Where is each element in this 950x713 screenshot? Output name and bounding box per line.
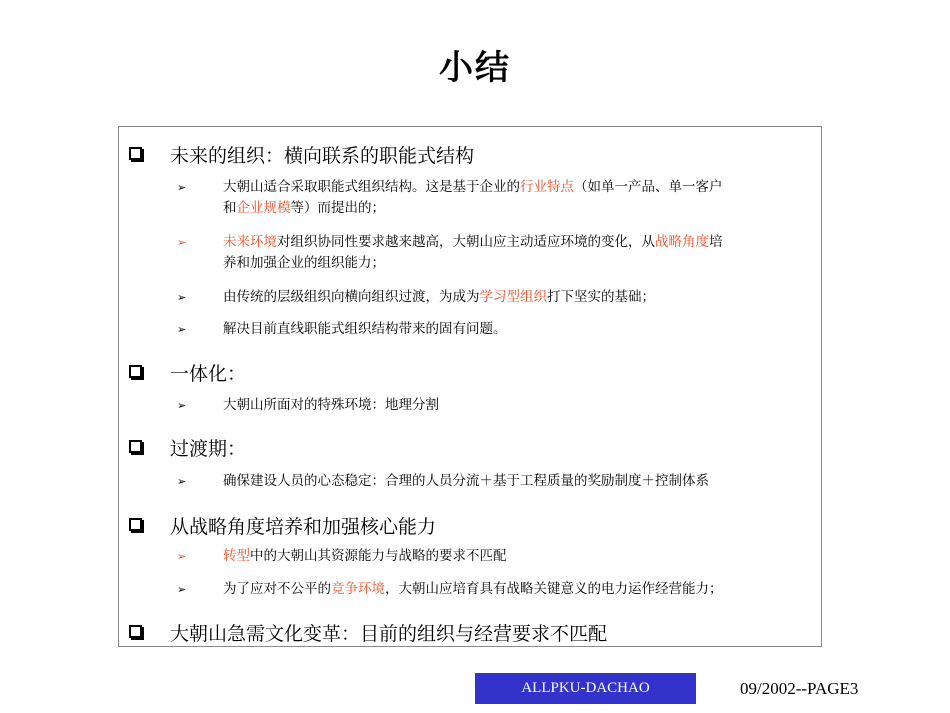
checkbox-icon <box>129 147 142 160</box>
section-heading: 大朝山急需文化变革：目前的组织与经营要求不匹配 <box>129 619 607 646</box>
checkbox-icon <box>129 440 142 453</box>
checkbox-icon <box>129 625 142 638</box>
list-item <box>177 395 813 416</box>
item-text: 转型中的大朝山其资源能力与战略的要求不匹配 <box>223 548 507 564</box>
item-text: 大朝山所面对的特殊环境：地理分割 <box>223 397 439 413</box>
item-text: 确保建设人员的心态稳定：合理的人员分流＋基于工程质量的奖励制度＋控制体系 <box>223 473 709 489</box>
list-item <box>177 546 813 567</box>
arrow-bullet-icon: ➢ <box>177 550 187 563</box>
item-text: 解决目前直线职能式组织结构带来的固有问题。 <box>223 321 507 337</box>
list-item <box>177 287 813 308</box>
item-text: 未来环境对组织协同性要求越来越高，大朝山应主动适应环境的变化，从战略角度培 养和加强企业的组织能力； <box>223 234 723 271</box>
arrow-bullet-icon: ➢ <box>177 323 187 336</box>
checkbox-icon <box>129 365 142 378</box>
list-item <box>177 471 813 492</box>
arrow-bullet-icon: ➢ <box>177 181 187 194</box>
list-item <box>177 319 813 340</box>
summary-box <box>118 126 822 647</box>
section-heading: 过渡期： <box>129 434 246 461</box>
item-text: 由传统的层级组织向横向组织过渡，为成为学习型组织打下坚实的基础； <box>223 289 655 305</box>
checkbox-icon <box>129 518 142 531</box>
item-text: 大朝山适合采取职能式组织结构。这是基于企业的行业特点（如单一产品、单一客户 和企业规模等）而提出的； <box>223 179 723 216</box>
arrow-bullet-icon: ➢ <box>177 399 187 412</box>
arrow-bullet-icon: ➢ <box>177 583 187 596</box>
page-number: 09/2002--PAGE3 <box>740 679 859 698</box>
arrow-bullet-icon: ➢ <box>177 291 187 304</box>
page-title: 小结 <box>439 48 511 88</box>
arrow-bullet-icon: ➢ <box>177 236 187 249</box>
section-heading: 未来的组织：横向联系的职能式结构 <box>129 141 474 168</box>
footer-brand: ALLPKU-DACHAO <box>475 673 696 704</box>
item-text: 为了应对不公平的竞争环境，大朝山应培育具有战略关键意义的电力运作经营能力； <box>223 581 723 597</box>
list-item <box>177 177 813 219</box>
list-item <box>177 232 813 274</box>
list-item <box>177 579 813 600</box>
section-heading: 从战略角度培养和加强核心能力 <box>129 512 436 539</box>
arrow-bullet-icon: ➢ <box>177 475 187 488</box>
section-heading: 一体化： <box>129 359 246 386</box>
